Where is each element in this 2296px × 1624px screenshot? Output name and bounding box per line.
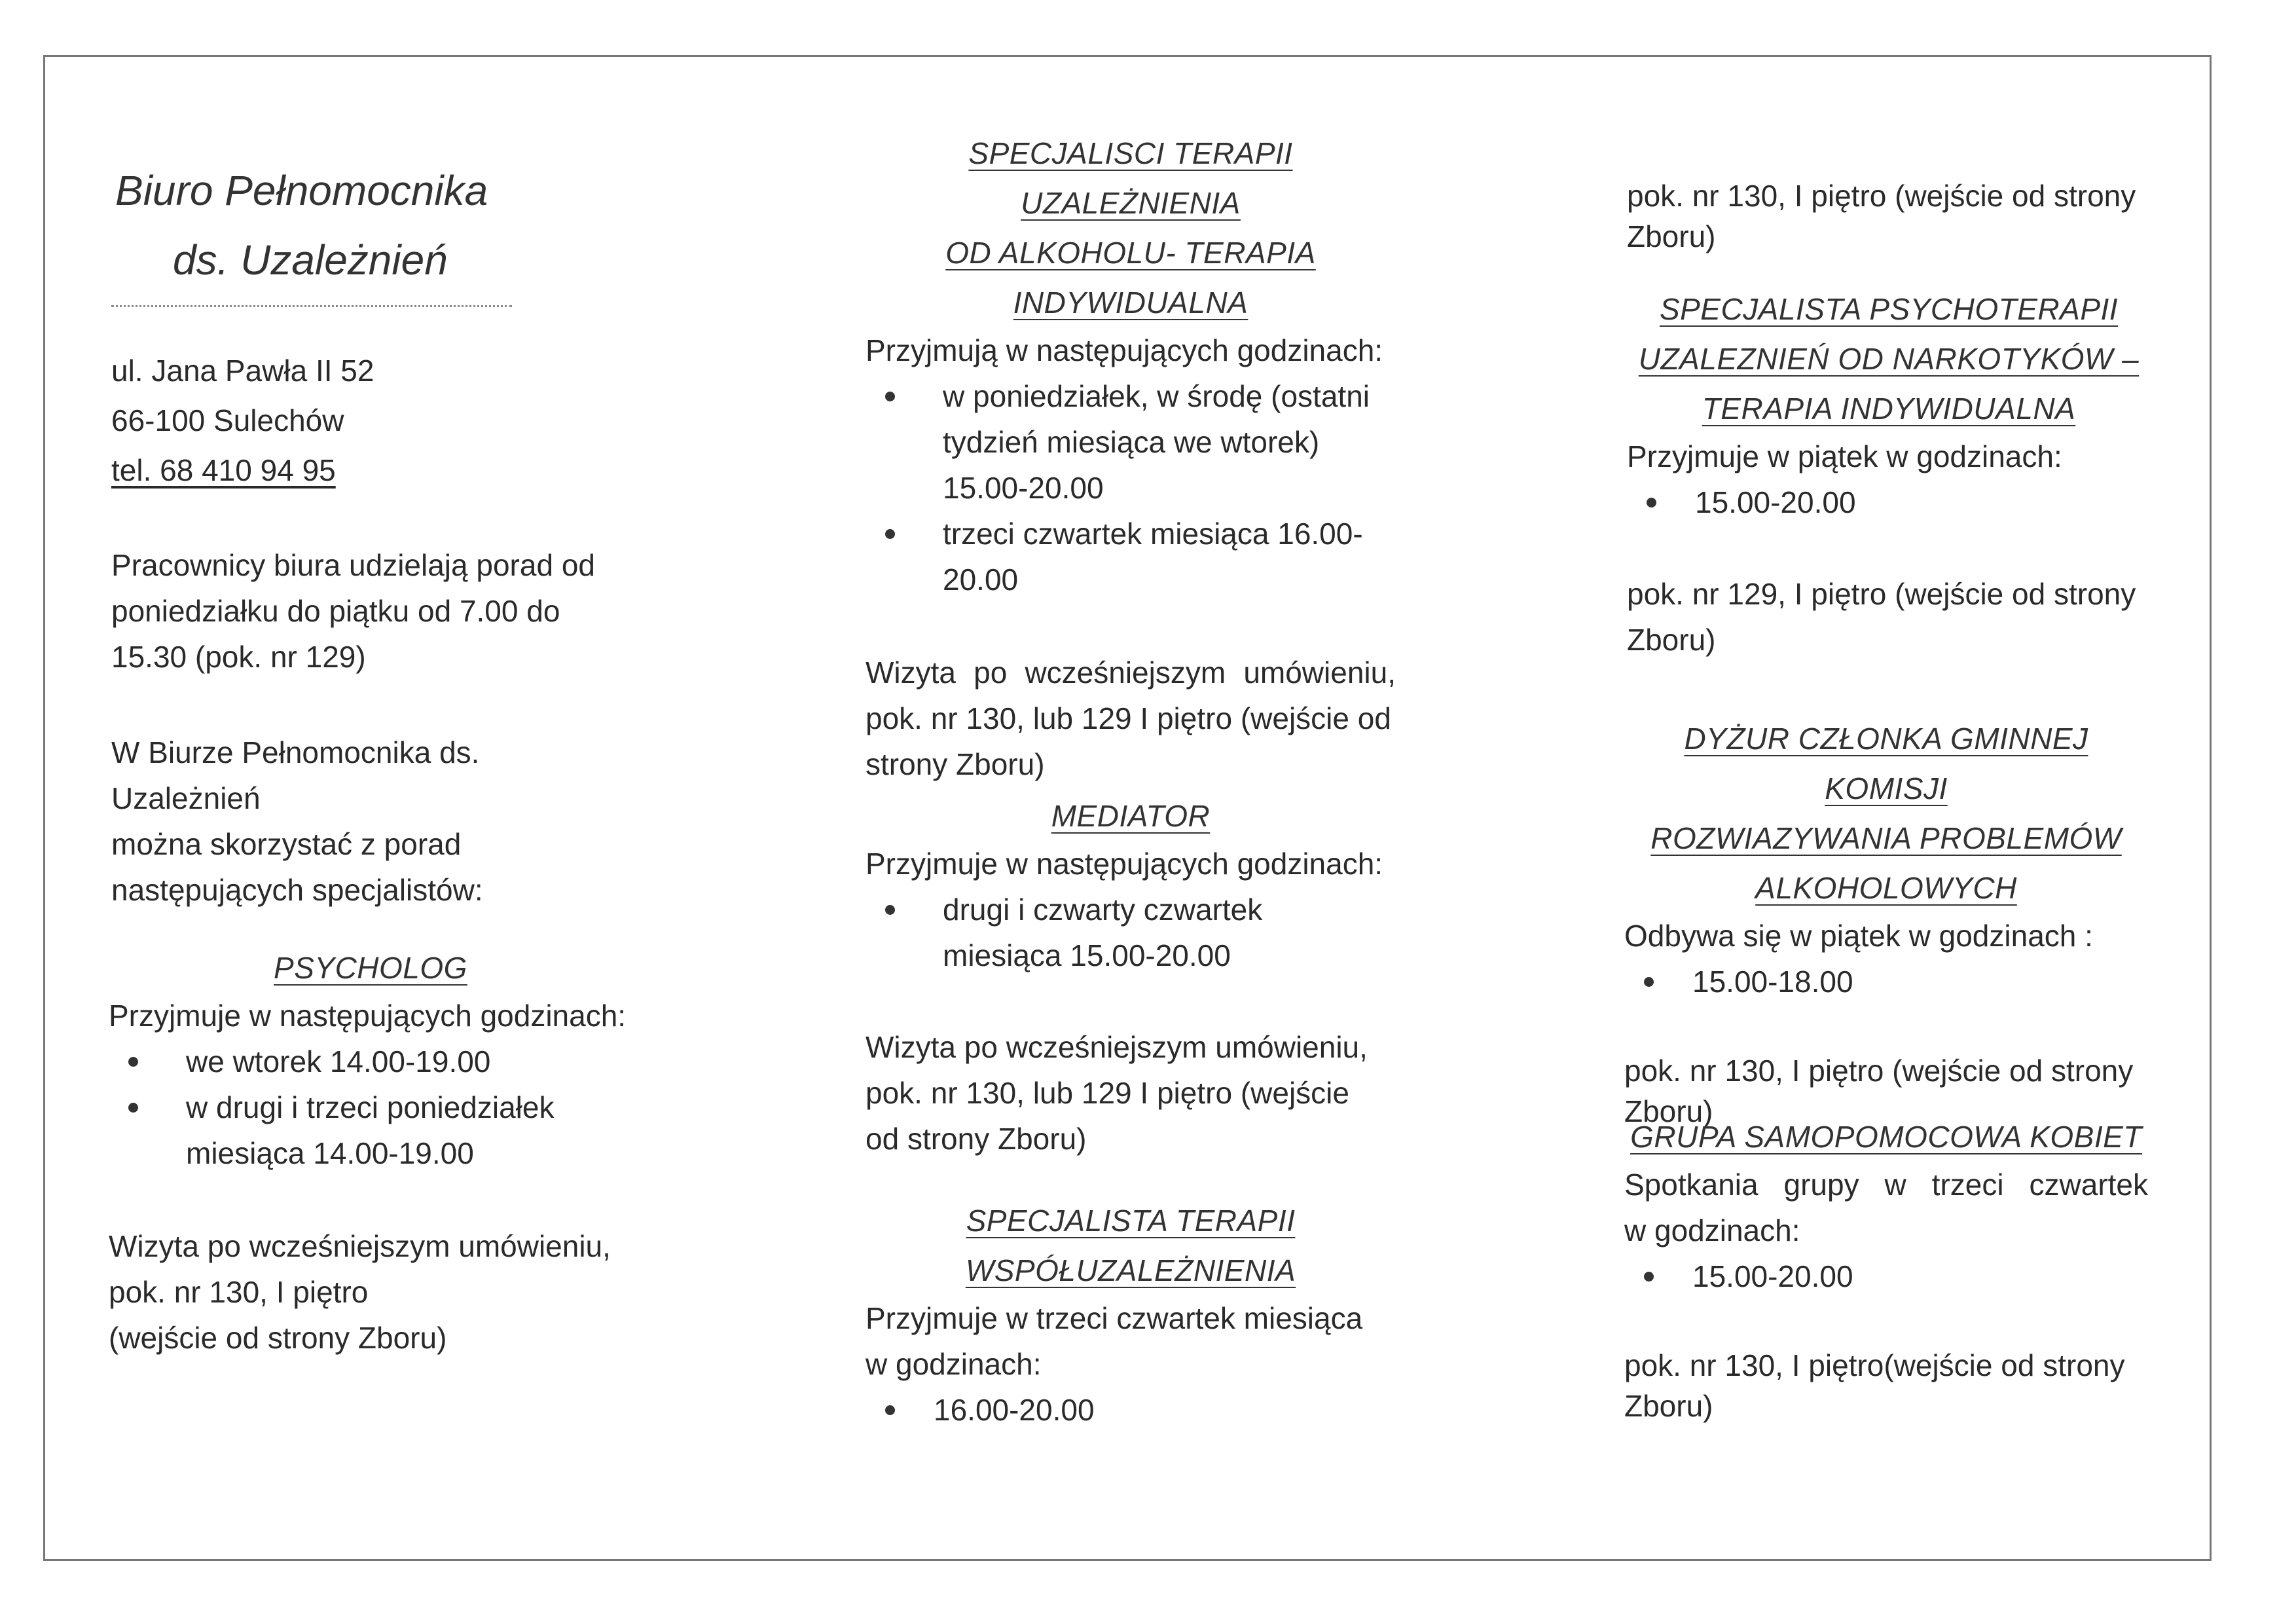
room-line: pok. nr 130, I piętro (wejście od strony (1624, 1054, 2134, 1088)
list-item: 15.00-18.00 (1624, 959, 2148, 1005)
visit-line: (wejście od strony Zboru) (109, 1321, 447, 1355)
section-title: ALKOHOLOWYCH (1755, 871, 2017, 905)
list-item: 16.00-20.00 (866, 1387, 1396, 1433)
title-line-2: ds. Uzależnień (173, 236, 448, 284)
section-title: PSYCHOLOG (274, 951, 467, 985)
hours-intro: Przyjmuje w trzeci czwartek miesiąca (866, 1301, 1363, 1335)
hours-intro: Przyjmują w następujących godzinach: (866, 333, 1383, 367)
list-item: w poniedziałek, w środę (ostatni tydzień miesiąca we wtorek) 15.00-20.00 (866, 373, 1396, 511)
section-alkohol (866, 128, 1396, 787)
room-line: pok. nr 130, I piętro (wejście od strony (1627, 179, 2136, 213)
list-item: 15.00-20.00 (1627, 479, 2151, 525)
section-kobiety (1624, 1112, 2148, 1426)
specialists-intro-text (111, 729, 635, 913)
visit-line: od strony Zboru) (866, 1122, 1087, 1156)
section-title: DYŻUR CZŁONKA GMINNEJ KOMISJI (1684, 722, 2088, 805)
hours-list (866, 887, 1396, 978)
hours-intro: Przyjmuje w piątek w godzinach: (1627, 439, 2062, 473)
title-line-1: Biuro Pełnomocnika (115, 167, 488, 214)
visit-line: pok. nr 130, lub 129 I piętro (wejście (866, 1076, 1349, 1110)
hours-list (866, 373, 1396, 602)
text-line: W Biurze Pełnomocnika ds. Uzależnień (111, 735, 480, 815)
hours-intro: Przyjmuje w następujących godzinach: (866, 847, 1383, 881)
visit-line: strony Zboru) (866, 747, 1045, 781)
address-city: 66-100 Sulechów (111, 403, 344, 437)
section-title: INDYWIDUALNA (1013, 286, 1248, 320)
section-title: GRUPA SAMOPOMOCOWA KOBIET (1630, 1120, 2142, 1154)
room-line: Zboru) (1624, 1094, 1713, 1128)
phone-number[interactable]: tel. 68 410 94 95 (111, 453, 336, 487)
text-line: można skorzystać z porad (111, 827, 462, 861)
list-item: w drugi i trzeci poniedziałek miesiąca 14.00-19.00 (109, 1084, 632, 1176)
section-title: SPECJALISCI TERAPII UZALEŻNIENIA (968, 136, 1293, 220)
section-title: OD ALKOHOLU- TERAPIA (945, 236, 1316, 270)
section-title: ROZWIAZYWANIA PROBLEMÓW (1650, 821, 2122, 855)
section-title: TERAPIA INDYWIDUALNA (1702, 392, 2076, 426)
visit-line: pok. nr 130, I piętro (109, 1275, 369, 1309)
list-item: we wtorek 14.00-19.00 (109, 1039, 632, 1084)
hours-intro: Przyjmuje w następujących godzinach: (109, 999, 627, 1033)
hours-list (1624, 1253, 2148, 1299)
continued-room-text (1627, 175, 2151, 257)
list-item: 15.00-20.00 (1624, 1253, 2148, 1299)
hours-list (1624, 959, 2148, 1005)
room-line: pok. nr 130, I piętro(wejście od strony (1624, 1348, 2125, 1382)
visit-line: Wizyta po wcześniejszym umówieniu, (109, 1229, 611, 1263)
section-wspoluzaleznienie (866, 1196, 1396, 1433)
section-title: MEDIATOR (1051, 799, 1211, 833)
room-line: Zboru) (1627, 623, 1716, 657)
leaflet-title (115, 156, 521, 295)
list-item: trzeci czwartek miesiąca 16.00- 20.00 (866, 511, 1396, 602)
visit-line: Wizyta po wcześniejszym umówieniu, (866, 1030, 1368, 1064)
list-item: drugi i czwarty czwartek miesiąca 15.00-20.00 (866, 887, 1396, 978)
text-line: 15.30 (pok. nr 129) (111, 640, 366, 674)
section-title: SPECJALISTA PSYCHOTERAPII (1659, 292, 2119, 326)
section-narkotyki (1627, 284, 2151, 663)
hours-intro: w godzinach: (866, 1347, 1042, 1381)
hours-intro: w godzinach: (1624, 1213, 1800, 1247)
hours-list (109, 1039, 632, 1176)
section-psycholog (109, 943, 632, 1361)
title-divider (111, 305, 512, 307)
section-komisja (1624, 714, 2148, 1132)
address-street: ul. Jana Pawła II 52 (111, 354, 374, 388)
hours-list (866, 1387, 1396, 1433)
hours-intro: Odbywa się w piątek w godzinach : (1624, 919, 2093, 953)
visit-line: pok. nr 130, lub 129 I piętro (wejście od (866, 701, 1391, 735)
address-block (111, 346, 635, 495)
text-line: poniedziałku do piątku od 7.00 do (111, 594, 560, 628)
text-line: Pracownicy biura udzielają porad od (111, 548, 595, 582)
section-title: UZALEZNIEŃ OD NARKOTYKÓW – (1638, 342, 2140, 376)
section-mediator (866, 791, 1396, 1162)
text-line: następujących specjalistów: (111, 873, 483, 907)
office-hours-text (111, 542, 635, 680)
hours-list (1627, 479, 2151, 525)
hours-intro: Spotkania grupy w trzeci czwartek (1624, 1168, 2148, 1202)
room-line: Zboru) (1624, 1389, 1713, 1423)
section-title: SPECJALISTA TERAPII (966, 1204, 1296, 1238)
visit-line: Wizyta po wcześniejszym umówieniu, (866, 655, 1396, 690)
section-title: WSPÓŁUZALEŻNIENIA (965, 1253, 1296, 1287)
room-line: Zboru) (1627, 219, 1716, 253)
room-line: pok. nr 129, I piętro (wejście od strony (1627, 577, 2136, 611)
